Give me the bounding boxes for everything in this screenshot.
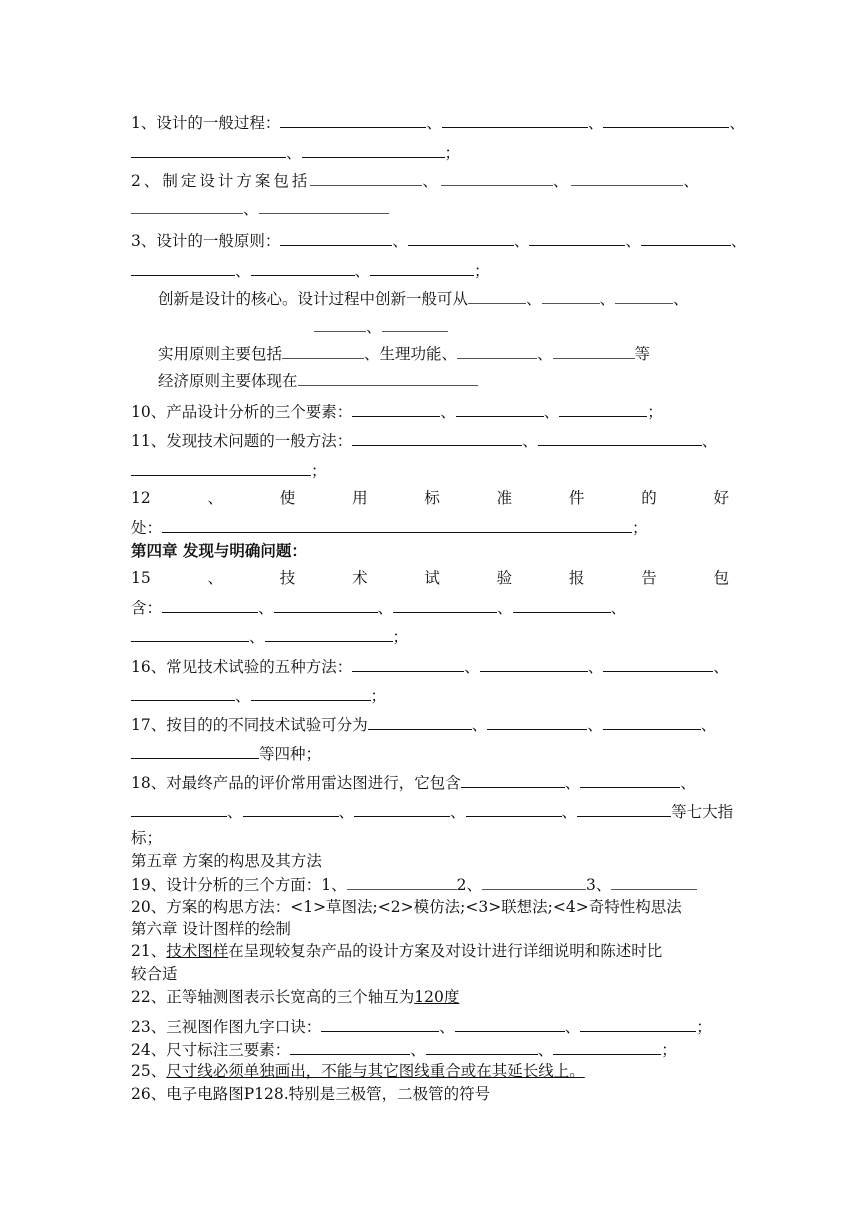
blank[interactable] [131,685,235,701]
blank[interactable] [131,801,227,817]
blank[interactable] [611,874,697,890]
blank[interactable] [280,230,392,246]
blank[interactable] [382,316,448,332]
blank[interactable] [482,874,586,890]
blank[interactable] [461,772,565,788]
blank[interactable] [441,170,553,186]
blank[interactable] [559,401,647,417]
blank[interactable] [243,801,339,817]
blank[interactable] [603,714,701,730]
blank[interactable] [408,230,514,246]
q1-line2: 、 ； [131,142,460,163]
q18-line1: 18、对最终产品的评价常用雷达图进行，它包含 、 、 [131,774,696,792]
blank[interactable] [553,1039,661,1055]
q17-line1: 17、按目的的不同技术试验可分为 、 、 、 [131,716,717,734]
blank[interactable] [274,597,378,613]
blank[interactable] [615,288,673,304]
q11-line1: 11、发现技术问题的一般方法： 、 、 [131,432,718,450]
q26-line: 26、电子电路图P128.特别是三极管，二极管的符号 [131,1085,491,1103]
blank[interactable] [259,198,389,214]
practical-line: 实用原则主要包括 、生理功能、 、 等 [158,345,651,363]
blank[interactable] [352,401,440,417]
q11-line2: ； [131,460,327,481]
q12-line1: 12 、 使 用 标 准 件 的 好 [131,489,729,507]
blank[interactable] [370,260,474,276]
blank[interactable] [457,343,537,359]
q15-line2: 含： 、 、 、 、 [131,599,627,617]
q3-line2: 、 、 ； [131,260,490,281]
underlined-term: 技术图样 [166,942,229,960]
chapter6-heading: 第六章 设计图样的绘制 [131,920,291,938]
q21-line1: 21、技术图样在呈现较复杂产品的设计方案及对设计进行详细说明和陈述时比 [131,942,663,960]
blank[interactable] [347,874,457,890]
chapter5-heading: 第五章 方案的构思及其方法 [131,852,322,870]
blank[interactable] [580,1016,696,1032]
blank[interactable] [487,714,587,730]
q23-line: 23、三视图作图九字口诀： 、 、 ； [131,1018,712,1036]
blank[interactable] [321,1016,439,1032]
blank[interactable] [368,714,472,730]
blank[interactable] [310,170,422,186]
blank[interactable] [352,656,464,672]
blank[interactable] [131,626,249,642]
blank[interactable] [456,401,544,417]
blank[interactable] [641,230,731,246]
blank[interactable] [162,597,258,613]
blank[interactable] [251,260,355,276]
blank[interactable] [314,316,366,332]
blank[interactable] [553,343,635,359]
q22-line: 22、正等轴测图表示长宽高的三个轴互为120度 [131,988,460,1006]
q1-line1: 1、设计的一般过程： 、 、 、 [131,114,745,132]
chapter4-heading: 第四章 发现与明确问题： [131,541,307,560]
q3-line1: 3、设计的一般原则： 、 、 、 、 [131,232,747,250]
blank[interactable] [455,1016,565,1032]
blank[interactable] [298,370,478,386]
q2-line2: 、 [131,198,389,219]
q20-line: 20、方案的构思方法：<1>草图法;<2>模仿法;<3>联想法;<4>奇特性构思法 [131,898,682,916]
blank[interactable] [529,230,625,246]
blank[interactable] [603,656,713,672]
economic-line: 经济原则主要体现在 [158,370,478,391]
q24-line: 24、尺寸标注三要素： 、 、 ； [131,1041,677,1059]
blank[interactable] [571,170,683,186]
q16-line1: 16、常见技术试验的五种方法： 、 、 、 [131,658,729,676]
underlined-answer: 尺寸线必须单独画出，不能与其它图线重合或在其延长线上。 [166,1062,585,1080]
blank[interactable] [393,597,497,613]
blank[interactable] [131,198,243,214]
q12-line2: 处： ； [131,519,648,537]
underlined-answer: 120度 [414,988,460,1006]
q15-line3: 、 ； [131,626,408,647]
blank[interactable] [442,112,588,128]
q17-line2: 等四种； [131,743,321,764]
blank[interactable] [513,597,611,613]
q10-line: 10、产品设计分析的三个要素： 、 、 ； [131,403,663,421]
blank[interactable] [302,142,445,158]
blank[interactable] [577,801,671,817]
blank[interactable] [280,112,426,128]
blank[interactable] [480,656,588,672]
blank[interactable] [466,801,562,817]
q18-line2: 、 、 、 、 等七大指 [131,801,733,822]
q19-line: 19、设计分析的三个方面：1、 2、 3、 [131,874,697,895]
blank[interactable] [603,112,729,128]
q15-line1: 15 、 技 术 试 验 报 告 包 [131,569,729,587]
q25-line: 25、尺寸线必须单独画出，不能与其它图线重合或在其延长线上。 [131,1062,585,1080]
q2-line1: 2、制定设计方案包括 、 、 、 [131,172,702,190]
blank[interactable] [538,430,702,446]
blank[interactable] [282,343,364,359]
blank[interactable] [468,288,526,304]
blank[interactable] [354,801,450,817]
q21-line2: 较合适 [131,965,178,983]
blank[interactable] [542,288,600,304]
innovation-line1: 创新是设计的核心。设计过程中创新一般可从 、 、 、 [158,290,689,308]
blank[interactable] [265,626,393,642]
blank[interactable] [162,517,632,533]
q18-line3: 标； [131,829,163,847]
blank[interactable] [251,685,371,701]
blank[interactable] [131,460,311,476]
blank[interactable] [426,1039,538,1055]
blank[interactable] [290,1039,410,1055]
q16-line2: 、 ； [131,685,386,706]
blank[interactable] [131,743,259,759]
innovation-line2: 、 [314,316,448,337]
blank[interactable] [131,260,235,276]
blank[interactable] [131,142,286,158]
blank[interactable] [352,430,522,446]
blank[interactable] [580,772,680,788]
